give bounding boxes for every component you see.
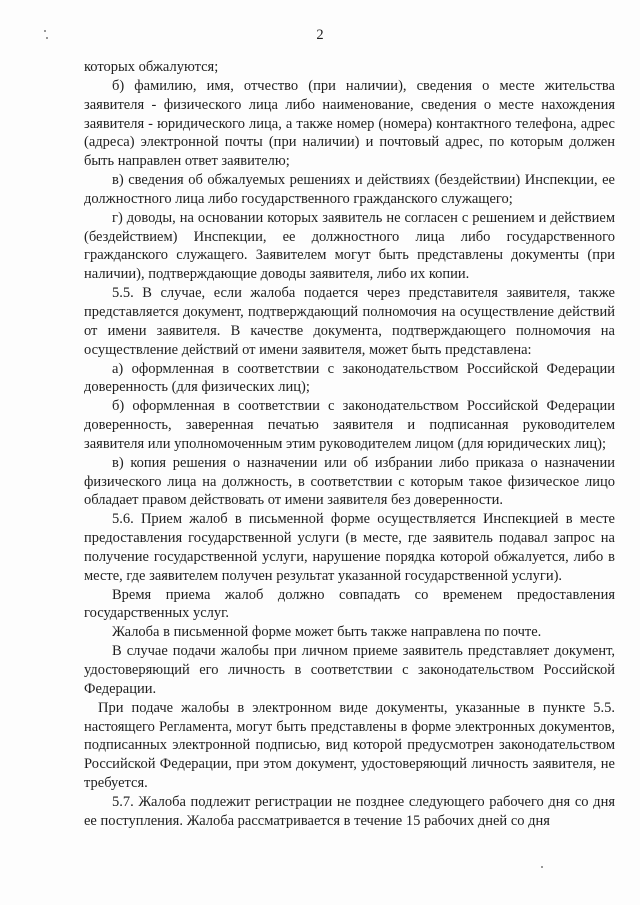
paragraph-item-v-appealed-decisions: в) сведения об обжалуемых решениях и действиях (бездействии) Инспекции, ее должностного лица либо государственного гражданского служащего; bbox=[84, 172, 615, 207]
paragraph-section-5-6: 5.6. Прием жалоб в письменной форме осуществляется Инспекцией в месте предоставления государственной услуги (в месте, где заявитель подавал запрос на получение государственной услуги, нарушение порядка которой обжалуется, либо в месте, где заявителем получен результат указанной государственной услуги). bbox=[84, 511, 615, 584]
paragraph-item-v-appointment-decision: в) копия решения о назначении или об избрании либо приказа о назначении физического лица на должность, в соответствии с которым такое физическое лицо обладает правом действовать от имени заявителя без доверенности. bbox=[84, 454, 615, 509]
paragraph-continuation: которых обжалуются; bbox=[84, 59, 219, 75]
paragraph-item-a-power-of-attorney-individuals: а) оформленная в соответствии с законодательством Российской Федерации доверенность (для физических лиц); bbox=[84, 360, 615, 396]
page-number: 2 bbox=[316, 27, 324, 43]
document-body bbox=[84, 58, 615, 831]
paragraph-section-5-5: 5.5. В случае, если жалоба подается через представителя заявителя, также представляется документ, подтверждающий полномочия на осуществление действий от имени заявителя. В качестве документа, подтверждающего полномочия на осуществление действий от имени заявителя, может быть представлена: bbox=[84, 285, 615, 358]
paragraph-reception-time: Время приема жалоб должно совпадать со временем предоставления государственных услуг. bbox=[84, 586, 615, 622]
paragraph-by-mail: Жалоба в письменной форме может быть также направлена по почте. bbox=[112, 624, 542, 641]
paragraph-item-g-arguments: г) доводы, на основании которых заявитель не согласен с решением и действием (бездействием) Инспекции, ее должностного лица либо государственного гражданского служащего. Заявителем могут быть представлены документы (при наличии), подтверждающие доводы заявителя, либо их копии. bbox=[84, 209, 615, 283]
paragraph-item-b-applicant-details: б) фамилию, имя, отчество (при наличии), сведения о месте жительства заявителя - физического лица либо наименование, сведения о месте нахождения заявителя - юридического лица, а также номер (номера) контактного телефона, адрес (адреса) электронной почты (при наличии) и почтовый адрес, по которым должен быть направлен ответ заявителю; bbox=[84, 77, 615, 170]
paragraph-electronic-submission: При подаче жалобы в электронном виде документы, указанные в пункте 5.5. настоящего Регламента, могут быть представлены в форме электронных документов, подписанных электронной подписью, вид которой предусмотрен законодательством Российской Федерации, при этом документ, удостоверяющий личность заявителя, не требуется. bbox=[84, 699, 615, 792]
scan-speck bbox=[541, 866, 543, 868]
paragraph-personal-reception: В случае подачи жалобы при личном приеме заявитель представляет документ, удостоверяющий его личность в соответствии с законодательством Российской Федерации. bbox=[84, 643, 615, 697]
paragraph-item-b-power-of-attorney-legal-entities: б) оформленная в соответствии с законодательством Российской Федерации доверенность, заверенная печатью заявителя и подписанная руководителем заявителя или уполномоченным этим руководителем лицом (для юридических лиц); bbox=[84, 398, 615, 452]
scan-speck bbox=[44, 30, 46, 32]
scan-speck bbox=[46, 37, 48, 39]
paragraph-section-5-7: 5.7. Жалоба подлежит регистрации не позднее следующего рабочего дня со дня ее поступления. Жалоба рассматривается в течение 15 рабочих дней со дня bbox=[84, 793, 615, 829]
